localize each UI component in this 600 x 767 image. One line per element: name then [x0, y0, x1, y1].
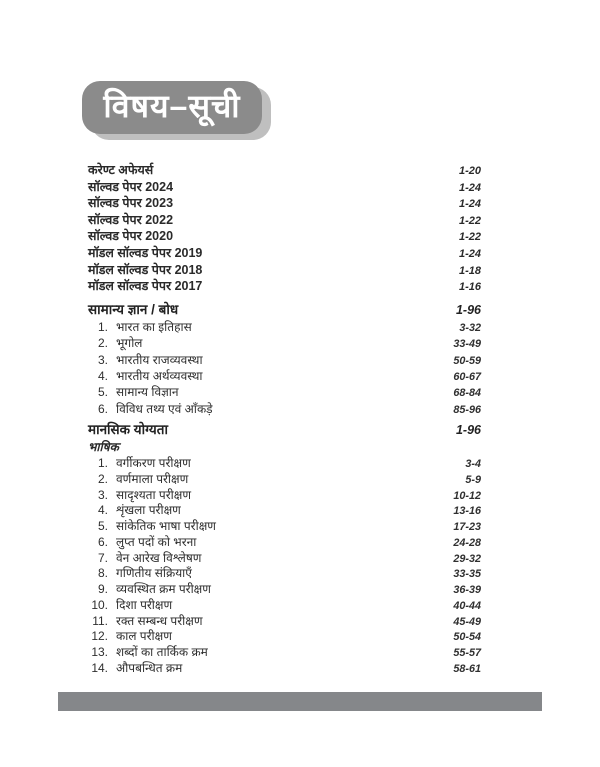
page-title: विषय–सूची [103, 87, 241, 124]
toc-entry-label: वेन आरेख विश्लेषण [116, 550, 202, 565]
section-heading [88, 420, 481, 438]
toc-entry-label: मॉडल सॉल्वड पेपर 2017 [88, 279, 203, 294]
page-range: 3-32 [459, 321, 481, 334]
toc-entry [88, 533, 481, 549]
toc-entry [88, 178, 481, 195]
entry-number: 12. [91, 629, 108, 644]
toc-entry [88, 334, 481, 350]
entry-number: 9. [97, 582, 108, 597]
page-range: 55-57 [453, 647, 481, 660]
toc-entry-label: भारतीय अर्थव्यवस्था [116, 368, 203, 383]
entry-number: 13. [91, 645, 108, 660]
toc-entry [88, 161, 481, 178]
section-subheading: भाषिक [88, 439, 119, 454]
entry-number: 14. [91, 660, 108, 675]
section-title: मानसिक योग्यता [88, 422, 168, 438]
toc-entry [88, 627, 481, 643]
page-range: 68-84 [453, 387, 481, 400]
toc-entry-label: मॉडल सॉल्वड पेपर 2018 [88, 262, 203, 277]
page-range: 17-23 [453, 521, 481, 534]
footer-bar [58, 692, 542, 711]
toc-entry [88, 612, 481, 628]
page-range: 33-35 [453, 568, 481, 581]
page-range: 10-12 [453, 489, 481, 502]
page-range: 1-24 [458, 198, 481, 211]
page-range: 1-22 [458, 231, 481, 244]
entry-number: 11. [92, 613, 108, 628]
toc-entry [88, 261, 481, 278]
toc-entry-label: करेण्ट अफेयर्स [88, 163, 154, 177]
toc-entry [88, 244, 481, 261]
page-range: 85-96 [453, 403, 481, 416]
toc-entry-label: भारत का इतिहास [116, 319, 192, 334]
entry-number: 1. [97, 319, 108, 334]
toc-entry-label: शब्दों का तार्किक क्रम [116, 645, 208, 660]
toc-entry [88, 367, 481, 383]
entry-number: 3. [97, 352, 108, 367]
toc-entry-label: वर्णमाला परीक्षण [116, 471, 189, 486]
entry-number: 4. [97, 503, 108, 518]
toc-entry [88, 454, 481, 470]
contents-header-box [82, 81, 262, 134]
toc-entry-label: सांकेतिक भाषा परीक्षण [116, 519, 216, 534]
page-range: 1-18 [458, 264, 481, 277]
entry-number: 2. [97, 471, 108, 486]
toc-entry-label: गणितीय संक्रियाएँ [116, 566, 192, 581]
toc-entry-label: सामान्य विज्ञान [116, 385, 179, 400]
entry-number: 5. [97, 385, 108, 400]
toc-entry-label: लुप्त पदों को भरना [116, 534, 197, 549]
page-range: 29-32 [453, 552, 481, 565]
page-range: 3-4 [465, 458, 481, 471]
toc-entry-label: सॉल्वड पेपर 2020 [88, 229, 174, 244]
toc-entry [88, 211, 481, 228]
toc-entry [88, 351, 481, 367]
toc-entry-label: सॉल्वड पेपर 2024 [88, 179, 174, 194]
page-range: 1-16 [458, 281, 481, 294]
toc-entry-label: काल परीक्षण [116, 629, 172, 644]
entry-number: 8. [97, 566, 108, 581]
toc-entry-label: वर्गीकरण परीक्षण [116, 456, 191, 471]
toc-entry [88, 517, 481, 533]
toc-entry-label: दिशा परीक्षण [116, 597, 173, 612]
entry-number: 1. [97, 456, 108, 471]
page-range: 36-39 [453, 584, 481, 597]
entry-number: 7. [97, 550, 108, 565]
toc-entry [88, 659, 481, 675]
page-range: 50-54 [453, 631, 481, 644]
page-range: 60-67 [453, 370, 481, 383]
page-range: 1-96 [455, 302, 481, 317]
toc-entry-label: रक्त सम्बन्ध परीक्षण [116, 613, 203, 628]
toc-entry-label: सॉल्वड पेपर 2023 [88, 196, 174, 211]
page-range: 1-24 [458, 181, 481, 194]
toc-entry [88, 549, 481, 565]
toc-entry [88, 194, 481, 211]
toc-entry-label: सादृश्यता परीक्षण [116, 487, 192, 502]
page-range: 50-59 [453, 354, 481, 367]
page-range: 1-24 [458, 247, 481, 260]
toc-entry [88, 643, 481, 659]
toc-entry [88, 596, 481, 612]
page-range: 40-44 [453, 599, 481, 612]
toc-entry [88, 227, 481, 244]
entry-number: 6. [97, 534, 108, 549]
entry-number: 6. [97, 401, 108, 416]
entry-number: 2. [97, 336, 108, 351]
page-range: 33-49 [453, 338, 481, 351]
toc-entry [88, 470, 481, 486]
toc-entry-label: विविध तथ्य एवं आँकड़े [116, 401, 213, 416]
page-range: 58-61 [453, 662, 481, 675]
toc-entry-label: औपबन्धित क्रम [116, 660, 183, 675]
toc-entry-label: सॉल्वड पेपर 2022 [88, 212, 174, 227]
toc-entry [88, 277, 481, 294]
toc-entry [88, 580, 481, 596]
page-range: 5-9 [465, 473, 481, 486]
toc-entry-label: मॉडल सॉल्वड पेपर 2019 [88, 245, 203, 260]
toc-entry-label: भूगोल [116, 336, 143, 351]
entry-number: 10. [91, 597, 108, 612]
table-of-contents [88, 161, 481, 675]
page-range: 1-22 [458, 214, 481, 227]
section-title: सामान्य ज्ञान / बोध [88, 301, 179, 317]
page-range: 1-96 [455, 423, 481, 438]
toc-entry [88, 383, 481, 399]
toc-entry-label: भारतीय राजव्यवस्था [116, 352, 203, 367]
page-range: 45-49 [453, 615, 481, 628]
toc-entry [88, 501, 481, 517]
toc-entry [88, 564, 481, 580]
toc-entry [88, 400, 481, 416]
page-range: 24-28 [453, 536, 481, 549]
section-heading [88, 300, 481, 318]
entry-number: 4. [97, 368, 108, 383]
page-range: 1-20 [458, 165, 481, 177]
toc-entry-label: शृंखला परीक्षण [116, 503, 181, 518]
toc-entry [88, 486, 481, 502]
toc-entry-label: व्यवस्थित क्रम परीक्षण [116, 582, 211, 597]
entry-number: 5. [97, 519, 108, 534]
page-range: 13-16 [453, 505, 481, 518]
toc-entry [88, 318, 481, 334]
entry-number: 3. [97, 487, 108, 502]
